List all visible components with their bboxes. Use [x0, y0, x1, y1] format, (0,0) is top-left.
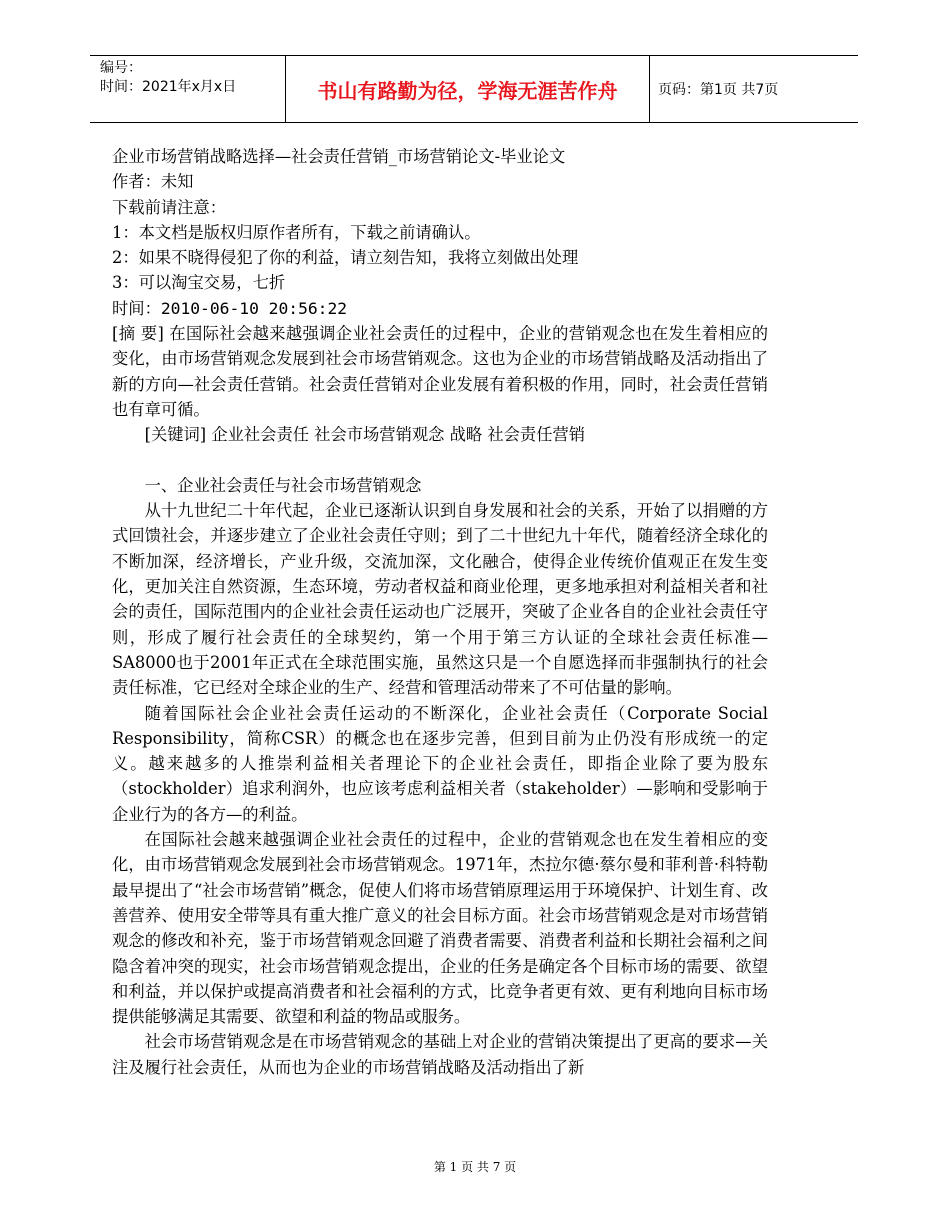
body-paragraph: 在国际社会越来越强调企业社会责任的过程中，企业的营销观念也在发生着相应的变化，由市场营销观念发展到社会市场营销观念。1971年，杰拉尔德·蔡尔曼和菲利普·科特勒最早提出了“社会市场营销”概念，促使人们将市场营销原理运用于环境保护、计划生育、改善营养、使用安全带等具有重大推广意义的社会目标方面。社会市场营销观念是对市场营销观念的修改和补充，鉴于市场营销观念回避了消费者需要、消费者利益和长期社会福利之间隐含着冲突的现实，社会市场营销观念提出，企业的任务是确定各个目标市场的需要、欲望和利益，并以保护或提高消费者和社会福利的方式，比竞争者更有效、更有利地向目标市场提供能够满足其需要、欲望和利益的物品或服务。	[112, 830, 768, 1027]
document-time: 时间：2010-06-10 20:56:22	[112, 298, 348, 318]
document-title: 企业市场营销战略选择—社会责任营销_市场营销论文-毕业论文	[112, 147, 566, 166]
notice-title: 下载前请注意：	[112, 197, 226, 217]
document-time-label: 时间：2021年x月x日	[100, 79, 237, 95]
header-motto: 书山有路勤为径，学海无涯苦作舟	[285, 56, 650, 122]
body-paragraph: 社会市场营销观念是在市场营销观念的基础上对企业的营销决策提出了更高的要求—关注及履行社会责任，从而也为企业的市场营销战略及活动指出了新	[112, 1032, 768, 1077]
document-number-label: 编号：	[100, 60, 142, 76]
body-paragraph: 随着国际社会企业社会责任运动的不断深化，企业社会责任（Corporate Social Responsibility，简称CSR）的概念也在逐步完善，但到目前为止仍没有形成统一的定义。越来越多的人推崇利益相关者理论下的企业社会责任，即指企业除了要为股东（stockholder）追求利润外，也应该考虑利益相关者（stakeholder）—影响和受影响于企业行为的各方—的利益。	[112, 703, 768, 824]
header-meta	[100, 59, 280, 97]
body-paragraph: 从十九世纪二十年代起，企业已逐渐认识到自身发展和社会的关系，开始了以捐赠的方式回馈社会，并逐步建立了企业社会责任守则；到了二十世纪九十年代，随着经济全球化的不断加深，经济增长，产业升级，交流加深，文化融合，使得企业传统价值观正在发生变化，更加关注自然资源，生态环境，劳动者权益和商业伦理，更多地承担对利益相关者和社会的责任，国际范围内的企业社会责任运动也广泛展开，突破了企业各自的企业社会责任守则，形成了履行社会责任的全球契约，第一个用于第三方认证的全球社会责任标准—SA8000也于2001年正式在全球范围实施，虽然这只是一个自愿选择而非强制执行的社会责任标准，它已经对全球企业的生产、经营和管理活动带来了不可估量的影响。	[112, 501, 768, 698]
document-body	[112, 144, 768, 1080]
page-header	[90, 55, 858, 123]
blank-line	[112, 448, 768, 473]
abstract-paragraph: [摘 要] 在国际社会越来越强调企业社会责任的过程中，企业的营销观念也在发生着相应的变化，由市场营销观念发展到社会市场营销观念。这也为企业的市场营销战略及活动指出了新的方向—社会责任营销。社会责任营销对企业发展有着积极的作用，同时，社会责任营销也有章可循。	[112, 324, 768, 419]
section-heading: 一、企业社会责任与社会市场营销观念	[144, 475, 422, 495]
document-author: 作者：未知	[112, 172, 194, 192]
notice-item: 3：可以淘宝交易，七折	[112, 273, 286, 293]
notice-item: 2：如果不晓得侵犯了你的利益，请立刻告知，我将立刻做出处理	[112, 248, 579, 268]
notice-item: 1：本文档是版权归原作者所有，下载之前请确认。	[112, 222, 481, 242]
footer-page-number: 第 1 页 共 7 页	[433, 1160, 517, 1174]
page-footer	[0, 1158, 950, 1175]
header-page-info: 页码：第1页 共7页	[658, 82, 779, 98]
keywords-line: [关键词] 企业社会责任 社会市场营销观念 战略 社会责任营销	[144, 425, 586, 445]
